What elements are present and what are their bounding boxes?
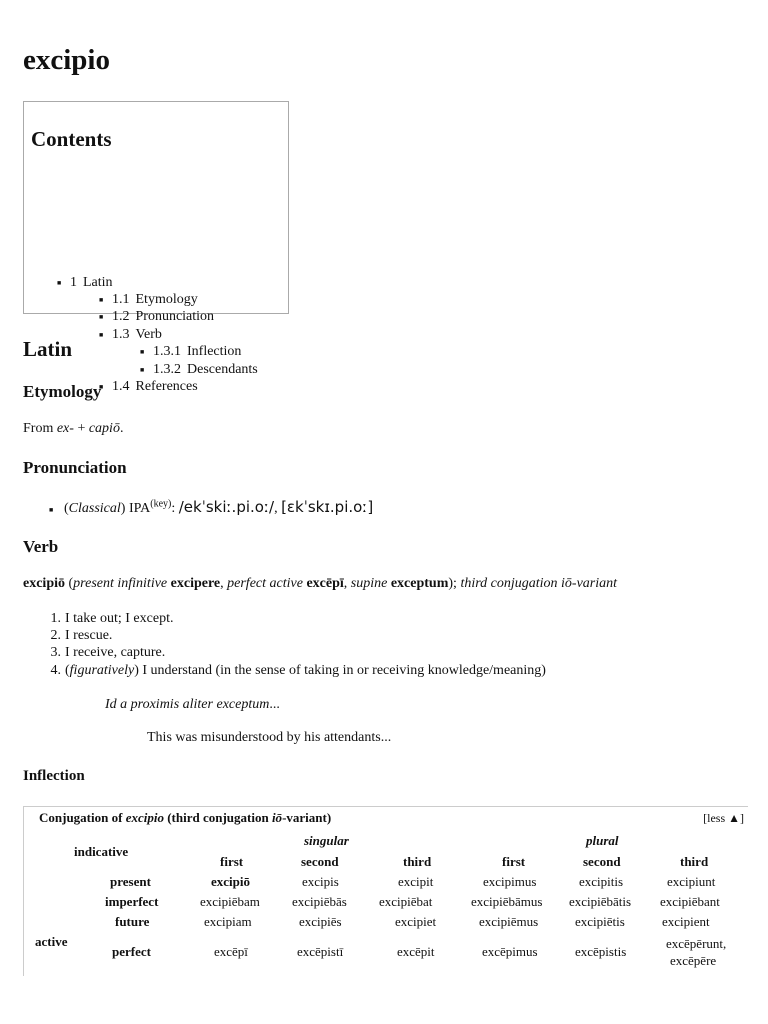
table-of-contents	[23, 101, 289, 394]
person-header: first	[502, 854, 526, 869]
number-singular: singular	[304, 833, 349, 848]
verb-headword-line: excipiō (present infinitive excipere, perfect active excēpī, supine exceptum); third conjugation iō-variant	[23, 576, 618, 591]
form-cell: excipis	[302, 874, 339, 889]
form-cell: excipiēbāmus	[471, 894, 543, 909]
tense-label: perfect	[112, 944, 151, 959]
form-cell: excipiō	[211, 874, 250, 889]
page-title: excipio	[23, 44, 110, 76]
form-cell: excēpērunt,	[666, 936, 727, 951]
person-header: third	[680, 854, 709, 869]
verb-supine-link[interactable]: exceptum	[390, 576, 449, 591]
person-header: second	[583, 854, 621, 869]
voice-label: active	[35, 934, 68, 949]
form-cell: excēpimus	[482, 944, 538, 959]
form-cell: excipiam	[204, 914, 252, 929]
form-cell: excipimus	[483, 874, 537, 889]
form-cell: excipiēmus	[479, 914, 539, 929]
toc-item-latin[interactable]: ■ 1 Latin	[70, 274, 113, 291]
toc-item-verb[interactable]: ■ 1.3 Verb	[112, 326, 162, 343]
toc-item-references[interactable]: ■ 1.4 References	[112, 378, 198, 395]
form-cell: excēpistī	[297, 944, 344, 959]
inflection-heading: Inflection	[23, 768, 85, 784]
form-cell: excipiēbam	[200, 894, 260, 909]
etymology-prefix-link[interactable]: ex-	[56, 421, 74, 436]
ipa-key-link[interactable]: (key)	[150, 498, 172, 510]
form-cell: excēpēre	[670, 953, 717, 968]
tense-label: future	[115, 914, 150, 929]
ipa-phonetic: [ɛkˈskɪ.pi.oː]	[281, 498, 374, 516]
pronunciation-heading: Pronunciation	[23, 458, 127, 477]
mood-label: indicative	[74, 844, 129, 859]
definition-item: 3. I receive, capture.	[50, 645, 166, 660]
toc-item-pronunciation[interactable]: ■ 1.2 Pronunciation	[112, 308, 214, 325]
toc-item-etymology[interactable]: ■ 1.1 Etymology	[112, 291, 198, 308]
form-cell: excēpī	[214, 944, 248, 959]
definition-item: 1. I take out; I except.	[50, 611, 174, 626]
tense-label: imperfect	[105, 894, 159, 909]
verb-perfect-link[interactable]: excēpī	[306, 576, 344, 591]
number-plural: plural	[586, 833, 619, 848]
form-cell: excipiēbant	[660, 894, 720, 909]
ipa-link[interactable]: ) IPA	[120, 501, 151, 516]
toc-heading: Contents	[31, 127, 112, 151]
definition-item: 4. (figuratively) I understand (in the sense of taking in or receiving knowledge/meaning)	[50, 663, 546, 678]
section-heading-latin: Latin	[23, 337, 73, 361]
toc-item-inflection[interactable]: ■ 1.3.1 Inflection	[153, 343, 241, 360]
form-cell: excipiunt	[667, 874, 716, 889]
quote-translation: This was misunderstood by his attendants...	[147, 730, 392, 745]
verb-lemma: excipiō	[23, 576, 65, 591]
bullet-icon: ■	[49, 506, 54, 514]
toc-item-descendants[interactable]: ■ 1.3.2 Descendants	[153, 361, 258, 378]
collapse-toggle-button[interactable]: [less ▲]	[703, 811, 744, 825]
conjugation-caption: Conjugation of excipio (third conjugation iō-variant)	[39, 810, 332, 825]
form-cell: excipitis	[579, 874, 624, 889]
person-header: first	[220, 854, 244, 869]
person-header: second	[301, 854, 339, 869]
tense-label: present	[110, 874, 151, 889]
etymology-heading: Etymology	[23, 382, 102, 401]
form-cell: excipit	[398, 874, 434, 889]
verb-heading: Verb	[23, 537, 59, 556]
form-cell: excipiet	[395, 914, 437, 929]
usage-quote: Id a proximis aliter exceptum...	[105, 697, 280, 712]
definition-item: 2. I rescue.	[50, 628, 113, 643]
form-cell: excipiētis	[575, 914, 625, 929]
conjugation-table	[23, 806, 748, 976]
form-cell: excipiēbat	[379, 894, 433, 909]
verb-infinitive-link[interactable]: excipere	[170, 576, 221, 591]
form-cell: excipiēbātis	[569, 894, 632, 909]
form-cell: excipient	[662, 914, 710, 929]
etymology-text: From ex- + capiō.	[23, 421, 124, 436]
form-cell: excipiēs	[299, 914, 342, 929]
etymology-root-link[interactable]: capiō	[88, 421, 120, 436]
pronunciation-line: (Classical) $IPA^{(key)}$: /ekˈskiː.pi.oː/, [ɛkˈskɪ.pi.oː]	[64, 498, 374, 516]
person-header: third	[403, 854, 432, 869]
ipa-phonemic: /ekˈskiː.pi.oː/	[178, 498, 275, 516]
form-cell: excēpit	[397, 944, 435, 959]
form-cell: excēpistis	[575, 944, 627, 959]
form-cell: excipiēbās	[292, 894, 347, 909]
